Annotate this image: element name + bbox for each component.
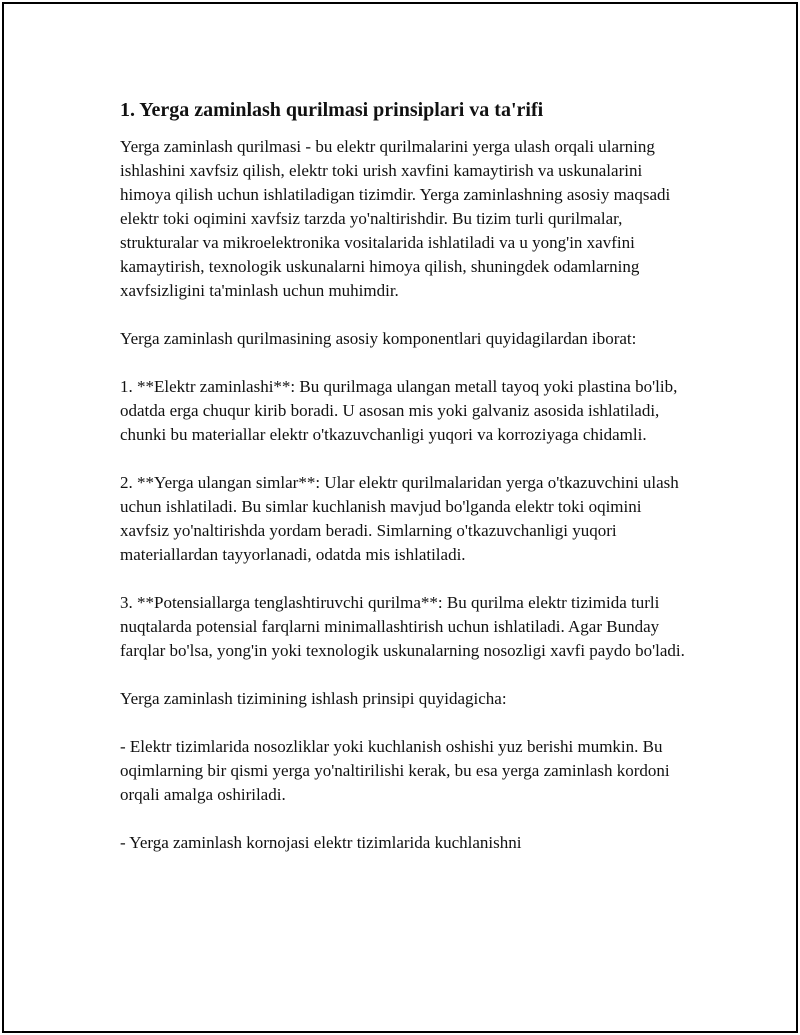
list-item-potential-equalizer: 3. **Potensiallarga tenglashtiruvchi qurilma**: Bu qurilma elektr tizimida turli nuqtalarda potensial farqlarni minimallashtirish uchun ishlatiladi. Agar Bunday farqlar bo'lsa, yong'in yoki texnologik uskunalarning nosozligi xavfi paydo bo'ladi. — [120, 593, 685, 660]
page-frame — [2, 2, 798, 1033]
list-item-grounded-wires: 2. **Yerga ulangan simlar**: Ular elektr qurilmalaridan yerga o'tkazuvchini ulash uchun ishlatiladi. Bu simlar kuchlanish mavjud bo'lganda elektr toki oqimini xavfsiz yo'naltirishda yordam beradi. Simlarning o'tkazuvchanligi yuqori materiallardan tayyorlanadi, odatda mis ishlatiladi. — [120, 473, 679, 564]
document-body — [120, 97, 690, 879]
bullet-item-faults: - Elektr tizimlarida nosozliklar yoki kuchlanish oshishi yuz berishi mumkin. Bu oqimlarning bir qismi yerga yo'naltirilishi kerak, bu esa yerga zaminlash kordoni orqali amalga oshiriladi. — [120, 737, 670, 804]
bullet-item-truncated: - Yerga zaminlash kornojasi elektr tizimlarida kuchlanishni — [120, 833, 522, 852]
list-item-electric-grounding: 1. **Elektr zaminlashi**: Bu qurilmaga ulangan metall tayoq yoki plastina bo'lib, odatda erga chuqur kirib boradi. U asosan mis yoki galvaniz asosida ishlatiladi, chunki bu materiallar elektr o'tkazuvchanligi yuqori va korroziyaga chidamli. — [120, 377, 678, 444]
paragraph-principle-intro: Yerga zaminlash tizimining ishlash prinsipi quyidagicha: — [120, 689, 507, 708]
paragraph-components-intro: Yerga zaminlash qurilmasining asosiy komponentlari quyidagilardan iborat: — [120, 329, 637, 348]
section-heading: 1. Yerga zaminlash qurilmasi prinsiplari va ta'rifi — [120, 99, 544, 121]
paragraph-definition: Yerga zaminlash qurilmasi - bu elektr qurilmalarini yerga ulash orqali ularning ishlashini xavfsiz qilish, elektr toki urish xavfini kamaytirish va uskunalarini himoya qilish uchun ishlatiladigan tizimdir. Yerga zaminlashning asosiy maqsadi elektr toki oqimini xavfsiz tarzda yo'naltirishdir. Bu tizim turli qurilmalar, strukturalar va mikroelektronika vositalarida ishlatiladi va u yong'in xavfini kamaytirish, texnologik uskunalarni himoya qilish, shuningdek odamlarning xavfsizligini ta'minlash uchun muhimdir. — [120, 137, 671, 300]
